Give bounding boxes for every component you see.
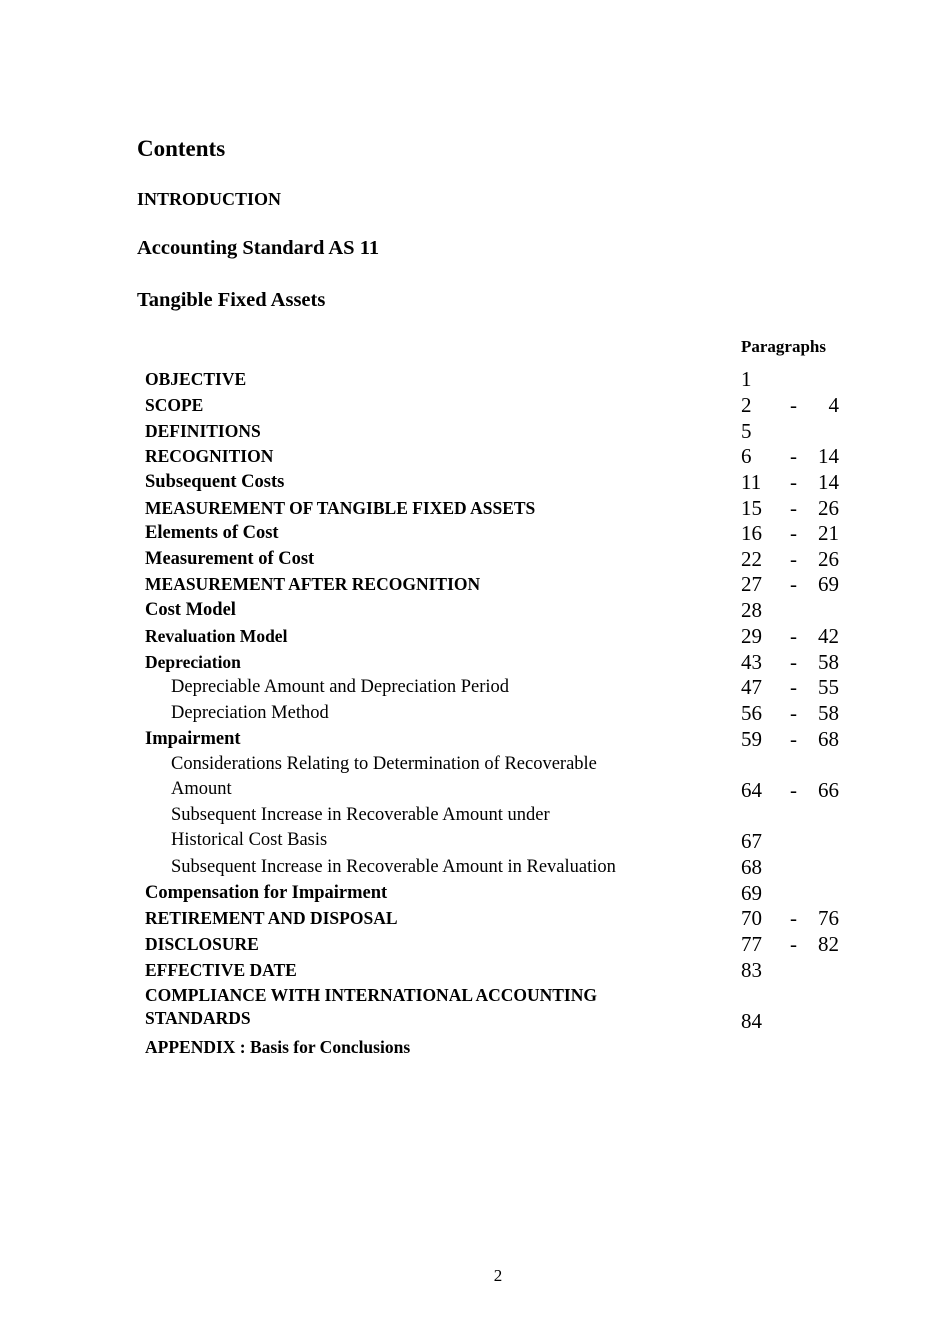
paragraph-start: 43 [741,650,762,674]
paragraph-range-dash: - [790,572,797,596]
toc-entry-label: Depreciation Method [171,703,329,723]
toc-entry-label: RECOGNITION [145,446,274,466]
paragraph-range-dash: - [790,444,797,468]
toc-entry[interactable] [0,598,950,624]
toc-entry-label: Depreciable Amount and Depreciation Period [171,677,510,697]
toc-entry[interactable] [0,521,950,547]
toc-entry-label: Compensation for Impairment [145,883,388,903]
paragraph-start: 16 [741,521,762,545]
paragraph-start: 83 [741,958,762,982]
toc-entry[interactable] [0,752,950,802]
paragraph-start: 1 [741,367,752,391]
paragraph-end: 76 [818,906,839,930]
toc-entry-label: MEASUREMENT OF TANGIBLE FIXED ASSETS [145,498,536,518]
paragraph-range-dash: - [790,624,797,648]
paragraph-range-dash: - [790,906,797,930]
toc-entry[interactable] [0,701,950,727]
paragraph-range-dash: - [790,675,797,699]
paragraph-range-dash: - [790,932,797,956]
toc-entry-label: APPENDIX : Basis for Conclusions [145,1037,411,1057]
toc-entry-label: Subsequent Increase in Recoverable Amount in Revaluation [171,857,616,877]
toc-entry[interactable] [0,572,950,598]
paragraph-start: 27 [741,572,762,596]
standard-title: Accounting Standard AS 11 [137,237,380,259]
toc-entry[interactable] [0,393,950,419]
toc-entry[interactable] [0,1035,950,1061]
standard-subtitle: Tangible Fixed Assets [137,289,326,311]
toc-entry[interactable] [0,855,950,881]
paragraph-start: 70 [741,906,762,930]
contents-heading: Contents [137,136,226,161]
paragraph-start: 77 [741,932,762,956]
paragraph-end: 14 [818,470,839,494]
toc-entry-label: Subsequent Costs [145,472,285,492]
paragraph-end: 4 [828,393,839,417]
paragraph-start: 15 [741,496,762,520]
paragraph-end: 42 [818,624,839,648]
paragraph-end: 26 [818,496,839,520]
paragraph-start: 69 [741,881,762,905]
toc-entry[interactable] [0,419,950,445]
toc-entry[interactable] [0,958,950,984]
paragraph-end: 58 [818,701,839,725]
toc-entry-label: Considerations Relating to Determination of Recoverable Amount [171,754,597,799]
toc-entry[interactable] [0,547,950,573]
toc-entry[interactable] [0,881,950,907]
paragraph-end: 66 [818,778,839,802]
paragraph-range-dash: - [790,496,797,520]
paragraph-start: 22 [741,547,762,571]
toc-entry-label: Measurement of Cost [145,549,315,569]
paragraph-start: 2 [741,393,752,417]
toc-entry-label: DEFINITIONS [145,421,261,441]
paragraph-start: 59 [741,727,762,751]
paragraph-range-dash: - [790,778,797,802]
paragraph-end: 55 [818,675,839,699]
toc-entry-label: Revaluation Model [145,626,288,646]
toc-entry[interactable] [0,496,950,522]
paragraph-start: 5 [741,419,752,443]
paragraph-end: 21 [818,521,839,545]
toc-entry[interactable] [0,367,950,393]
paragraph-range-dash: - [790,470,797,494]
toc-entry-label: COMPLIANCE WITH INTERNATIONAL ACCOUNTING STANDARDS [145,985,597,1028]
toc-entry[interactable] [0,984,950,1033]
paragraph-start: 64 [741,778,762,802]
page-number: 2 [493,1266,503,1285]
paragraph-start: 11 [741,470,762,494]
introduction-link[interactable]: INTRODUCTION [137,189,282,209]
toc-entry[interactable] [0,650,950,676]
paragraph-range-dash: - [790,727,797,751]
toc-entry[interactable] [0,624,950,650]
toc-entry-label: DISCLOSURE [145,934,259,954]
paragraph-end: 82 [818,932,839,956]
paragraph-range-dash: - [790,650,797,674]
paragraph-start: 29 [741,624,762,648]
toc-entry[interactable] [0,932,950,958]
toc-entry[interactable] [0,727,950,753]
paragraph-start: 56 [741,701,762,725]
toc-entry-label: Subsequent Increase in Recoverable Amount under Historical Cost Basis [171,805,550,850]
toc-entry[interactable] [0,803,950,853]
toc-entry-label: Depreciation [145,652,241,672]
paragraph-start: 68 [741,855,762,879]
toc-entry[interactable] [0,675,950,701]
toc-entry-label: Cost Model [145,600,236,620]
toc-entry[interactable] [0,906,950,932]
paragraph-end: 26 [818,547,839,571]
paragraph-start: 67 [741,829,762,853]
toc-entry[interactable] [0,470,950,496]
paragraph-end: 58 [818,650,839,674]
paragraph-end: 68 [818,727,839,751]
paragraph-range-dash: - [790,701,797,725]
paragraph-range-dash: - [790,393,797,417]
paragraph-range-dash: - [790,547,797,571]
paragraph-end: 69 [818,572,839,596]
toc-entry-label: MEASUREMENT AFTER RECOGNITION [145,574,481,594]
toc-entry-label: Impairment [145,729,241,749]
toc-entry-label: EFFECTIVE DATE [145,960,297,980]
toc-entry-label: RETIREMENT AND DISPOSAL [145,908,398,928]
paragraph-start: 6 [741,444,752,468]
toc-entry-label: SCOPE [145,395,204,415]
paragraph-start: 28 [741,598,762,622]
paragraph-end: 14 [818,444,839,468]
paragraphs-column-header: Paragraphs [741,337,826,356]
paragraph-start: 47 [741,675,762,699]
toc-entry-label: Elements of Cost [145,523,279,543]
toc-entry[interactable] [0,444,950,470]
paragraph-range-dash: - [790,521,797,545]
paragraph-start: 84 [741,1009,762,1033]
toc-entry-label: OBJECTIVE [145,369,247,389]
